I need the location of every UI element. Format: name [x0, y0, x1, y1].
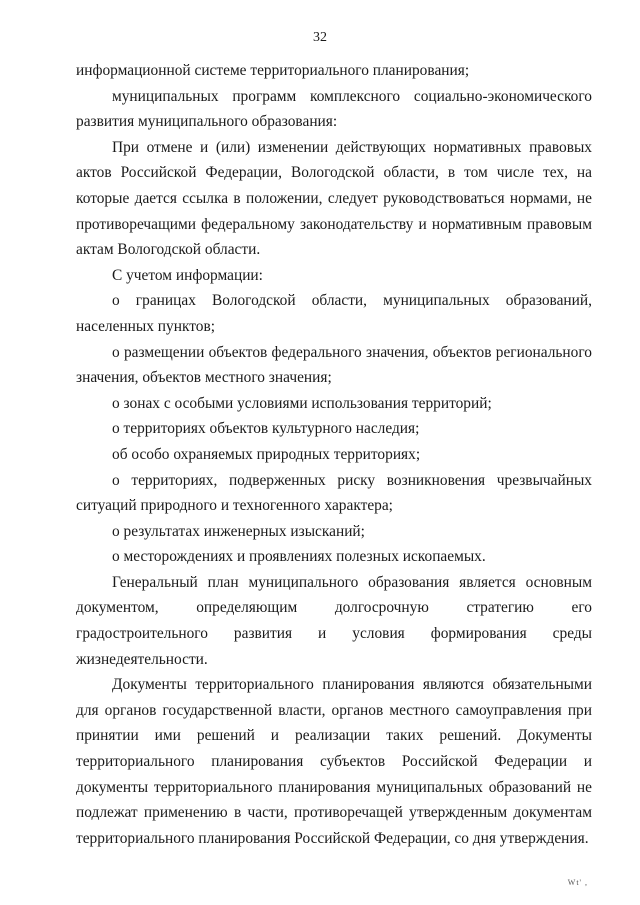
- paragraph-4: С учетом информации:: [112, 266, 263, 284]
- paragraph-documents: Документы территориального планирования являются обязательными для органов государственной власти, органов местного самоуправления при принятии ими решений и реализации таких решений. Документы территориального планирования субъектов Российской Федерации и документы территориального планирования муниципальных образований не подлежат применению в части, противоречащей утвержденным документам территориального планирования Российской Федерации, со дня утверждения.: [76, 676, 592, 847]
- list-item-borders: о границах Вологодской области, муниципальных образований, населенных пунктов;: [76, 292, 592, 335]
- document-body: [76, 58, 592, 851]
- list-item-objects: о размещении объектов федерального значения, объектов регионального значения, объектов местного значения;: [76, 343, 592, 387]
- paragraph-1: информационной системе территориального планирования;: [76, 62, 470, 79]
- list-item-surveys: о результатах инженерных изысканий;: [112, 522, 365, 540]
- list-item-protected: об особо охраняемых природных территориях;: [112, 445, 421, 463]
- footer-mark: Wt' ,: [567, 878, 588, 887]
- page-number: 32: [313, 30, 327, 45]
- paragraph-3: При отмене и (или) изменении действующих нормативных правовых актов Российской Федерации, Вологодской области, в том числе тех, на которые дается ссылка в положении, следует руководствоваться нормами, не противоречащими федеральному законодательству и нормативным правовым актам Вологодской области.: [76, 138, 592, 259]
- list-item-heritage: о территориях объектов культурного наследия;: [112, 420, 420, 438]
- list-item-zones: о зонах с особыми условиями использования территорий;: [112, 394, 492, 412]
- list-item-emergency: о территориях, подверженных риску возникновения чрезвычайных ситуаций природного и техногенного характера;: [76, 471, 592, 515]
- paragraph-general-plan: Генеральный план муниципального образования является основным документом, определяющим долгосрочную стратегию его градостроительного развития и условия формирования среды жизнедеятельности.: [76, 573, 592, 668]
- paragraph-2: муниципальных программ комплексного социально-экономического развития муниципального образования:: [76, 87, 592, 131]
- list-item-deposits: о месторождениях и проявлениях полезных ископаемых.: [112, 548, 486, 566]
